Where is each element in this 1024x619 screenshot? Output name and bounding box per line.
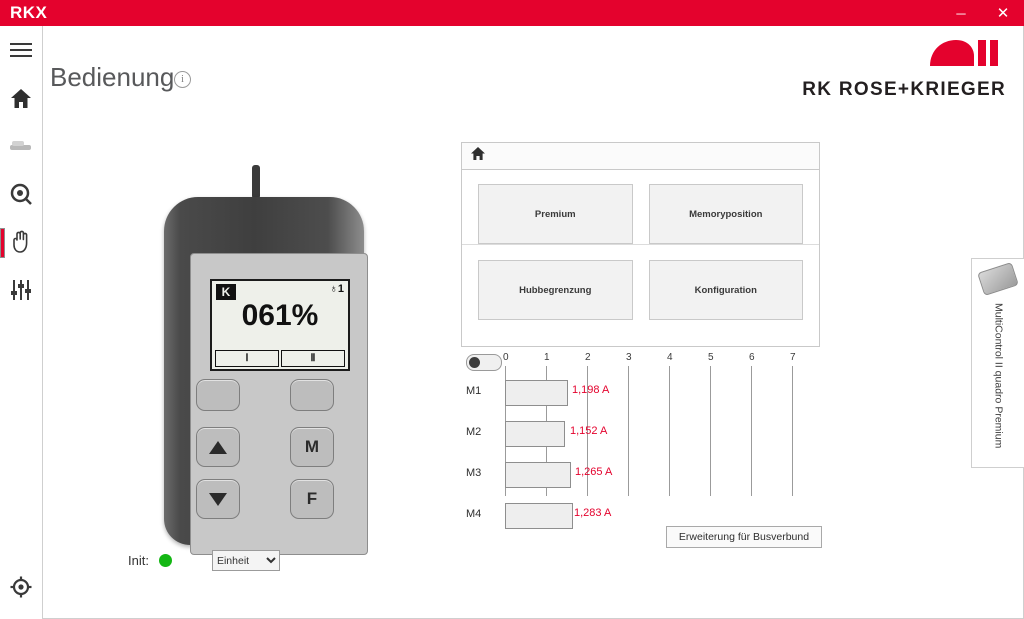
triangle-up-icon <box>209 441 227 454</box>
axis-tick-3: 3 <box>626 352 632 363</box>
title-bar <box>0 0 1024 26</box>
display-logo: K <box>216 284 236 300</box>
display-value: 061% <box>241 299 319 332</box>
sidebar-item-drive[interactable] <box>0 122 42 170</box>
device-body <box>164 197 364 545</box>
extension-button[interactable]: Erweiterung für Busverbund <box>666 526 822 548</box>
menu-button-konfiguration[interactable]: Konfiguration <box>649 260 804 320</box>
handset-device <box>150 165 380 555</box>
axis-tick-4: 4 <box>667 352 673 363</box>
axis-tick-1: 1 <box>544 352 550 363</box>
toggle-knob <box>469 357 480 368</box>
gear-search-icon <box>10 183 32 205</box>
menu-button-grid <box>462 170 819 334</box>
active-indicator <box>0 228 5 258</box>
brand-mark-icon <box>928 38 1006 68</box>
axis-tick-7: 7 <box>790 352 796 363</box>
chart-bar-row <box>466 419 816 447</box>
hamburger-icon <box>10 42 32 58</box>
bar-m1 <box>505 380 568 406</box>
bar-value-m2: 1,152 A <box>570 425 608 437</box>
axis-tick-0: 0 <box>503 352 509 363</box>
info-icon[interactable]: i <box>174 71 191 88</box>
device-button-right-blank[interactable] <box>290 379 334 411</box>
device-tab[interactable] <box>971 258 1024 468</box>
device-display <box>210 279 350 371</box>
close-button[interactable]: ✕ <box>996 5 1010 22</box>
bar-m4 <box>505 503 573 529</box>
current-chart <box>466 352 816 548</box>
minimize-button[interactable]: ─ <box>956 5 966 21</box>
bar-label-m2: M2 <box>466 426 482 438</box>
sidebar <box>0 26 43 619</box>
init-status-led <box>159 554 172 567</box>
init-label: Init: <box>128 553 149 568</box>
gear-icon <box>10 576 32 598</box>
menu-divider <box>462 244 819 245</box>
device-button-f[interactable]: F <box>290 479 334 519</box>
bar-label-m3: M3 <box>466 467 482 479</box>
page-title: Bedienung <box>50 62 175 92</box>
drive-icon <box>9 138 33 154</box>
device-thumbnail-icon <box>977 262 1019 296</box>
axis-tick-2: 2 <box>585 352 591 363</box>
device-button-m[interactable]: M <box>290 427 334 467</box>
device-button-down[interactable] <box>196 479 240 519</box>
sidebar-item-menu[interactable] <box>0 26 42 74</box>
sidebar-bottom <box>0 563 42 611</box>
brand-logo <box>802 38 1006 101</box>
device-button-left-blank[interactable] <box>196 379 240 411</box>
sidebar-item-diagnostics[interactable] <box>0 170 42 218</box>
brand-name: RK ROSE+KRIEGER <box>802 79 1006 100</box>
chart-bar-row <box>466 501 816 529</box>
bar-value-m1: 1,198 A <box>572 384 610 396</box>
bar-value-m4: 1,283 A <box>574 507 612 519</box>
bar-value-m3: 1,265 A <box>575 466 613 478</box>
home-icon <box>10 88 32 109</box>
sliders-icon <box>10 279 32 301</box>
init-status-row <box>128 550 280 571</box>
axis-tick-6: 6 <box>749 352 755 363</box>
unit-select[interactable] <box>212 550 280 571</box>
bar-label-m1: M1 <box>466 385 482 397</box>
chart-toggle[interactable] <box>466 354 502 371</box>
app-title: RKX <box>10 3 48 22</box>
chart-bar-row <box>466 460 816 488</box>
menu-card <box>461 142 820 347</box>
sidebar-item-operation[interactable] <box>0 218 42 266</box>
menu-button-hubbegrenzung[interactable]: Hubbegrenzung <box>478 260 633 320</box>
chart-bar-row <box>466 378 816 406</box>
menu-button-memoryposition[interactable]: Memoryposition <box>649 184 804 244</box>
display-tab-1: Ⅰ <box>215 350 279 367</box>
sidebar-item-home[interactable] <box>0 74 42 122</box>
sidebar-item-sliders[interactable] <box>0 266 42 314</box>
sidebar-item-settings[interactable] <box>0 563 42 611</box>
display-person-indicator: ♁1 <box>329 283 344 295</box>
home-icon[interactable] <box>470 146 486 166</box>
bar-m3 <box>505 462 571 488</box>
display-tab-2: Ⅱ <box>281 350 345 367</box>
display-top-row <box>212 281 348 303</box>
axis-tick-5: 5 <box>708 352 714 363</box>
triangle-down-icon <box>209 493 227 506</box>
device-tab-line1: MultiControl II quadro <box>992 303 1005 404</box>
menu-button-premium[interactable]: Premium <box>478 184 633 244</box>
device-tab-label <box>992 303 1005 448</box>
bar-label-m4: M4 <box>466 508 482 520</box>
hand-icon <box>11 230 31 254</box>
bar-m2 <box>505 421 565 447</box>
device-cable <box>252 165 260 199</box>
window-controls <box>940 0 1024 26</box>
menu-card-header <box>462 143 819 170</box>
device-button-up[interactable] <box>196 427 240 467</box>
device-tab-line2: Premium <box>992 406 1005 449</box>
display-tabs <box>215 350 345 367</box>
